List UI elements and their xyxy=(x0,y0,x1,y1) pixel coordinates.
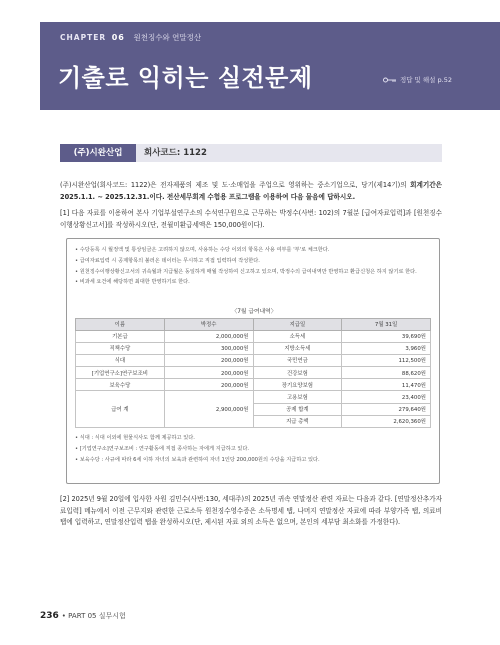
table-row xyxy=(76,391,431,403)
company-name: (주)시완산업 xyxy=(60,144,136,162)
table-cell: [기업연구소]연구보조비 xyxy=(76,367,165,379)
table-row xyxy=(76,379,431,391)
table-cell: 11,470원 xyxy=(342,379,431,391)
key-icon xyxy=(383,77,397,83)
table-cell: 200,000원 xyxy=(164,379,253,391)
table-header-row xyxy=(76,319,431,331)
table-cell: 지급 총액 xyxy=(253,415,342,427)
chapter-header xyxy=(40,22,500,110)
question-1: [1] 다음 자료를 이용하여 본사 기업부설연구소의 수석연구원으로 근무하는 박정수(사번: 102)의 7월분 [급여자료입력]과 [원천징수이행상황신고서]를 작성하시오(단, 전월미환급세액은 150,000원이다). xyxy=(60,209,442,229)
table-row xyxy=(76,330,431,342)
table-row xyxy=(76,367,431,379)
table-cell: 112,500원 xyxy=(342,354,431,366)
table-header: 7월 31일 xyxy=(342,319,431,331)
table-cell: 공제 합계 xyxy=(253,403,342,415)
bullet-item: • 수당등록 시 월정액 및 통상임금은 고려하지 않으며, 사용하는 수당 이외의 항목은 사용 여부를 '부'로 체크한다. xyxy=(75,247,330,253)
table-cell: 23,400원 xyxy=(342,391,431,403)
bullet-item: • 비과세 요건에 해당하면 최대한 반영하기로 한다. xyxy=(75,279,190,286)
note-item: • 보육수당 : 사규에 따라 6세 이하 자녀의 보육과 관련하여 자녀 1인당 200,000원의 수당을 지급하고 있다. xyxy=(75,456,320,463)
company-bar xyxy=(60,144,442,162)
intro-paragraph xyxy=(60,180,442,203)
question-2: [2] 2025년 9월 20일에 입사한 사원 김민수(사번:130, 세대주)의 2025년 귀속 연말정산 관련 자료는 다음과 같다. [연말정산추가자료입력] 메뉴에서 이전 근무지와 관련한 근로소득 원천징수영수증은 소득명세 탭, 나머지 연말정산 자료에 따라 부양가족 탭, 의료비 탭에 입력하고, 연말정산입력 탭을 완성하시오(단, 제시된 자료 외의 소득은 없으며, 본인의 세부담 최소화를 가정한다). xyxy=(60,495,442,526)
answer-reference: 정답 및 해설 p.52 xyxy=(383,75,452,84)
table-cell: 국민연금 xyxy=(253,354,342,366)
table-cell: 2,620,360원 xyxy=(342,415,431,427)
payroll-data-box xyxy=(66,238,440,484)
table-cell: 직책수당 xyxy=(76,342,165,354)
part-label: • PART 05 실무시험 xyxy=(61,612,126,620)
table-row xyxy=(76,354,431,366)
page-footer xyxy=(40,611,126,621)
payroll-table xyxy=(75,318,431,428)
table-cell: 2,000,000원 xyxy=(164,330,253,342)
table-cell: 200,000원 xyxy=(164,367,253,379)
chapter-title: 원천징수와 연말정산 xyxy=(133,33,202,42)
table-row xyxy=(76,342,431,354)
table-cell: 39,690원 xyxy=(342,330,431,342)
table-cell: 식대 xyxy=(76,354,165,366)
table-cell: 건강보험 xyxy=(253,367,342,379)
intro-text: (주)시완산업(회사코드: 1122)은 전자제품의 제조 및 도·소매업을 주업으로 영위하는 중소기업으로, 당기(제14기)의 xyxy=(60,181,411,189)
company-code: 회사코드: 1122 xyxy=(144,148,207,158)
note-item: • 식대 : 식대 이외에 현물식사도 함께 제공하고 있다. xyxy=(75,435,195,441)
instruction-bullets xyxy=(75,245,431,288)
table-header: 박정수 xyxy=(164,319,253,331)
table-notes xyxy=(75,433,431,465)
intro-bold-text: 회계기간은 2025.1.1. ~ 2025.12.31.이다. 전산세무회계 수험용 프로그램을 이용하여 다음 물음에 답하시오. xyxy=(60,181,442,201)
table-cell: 고용보험 xyxy=(253,391,342,403)
table-cell: 279,640원 xyxy=(342,403,431,415)
table-cell: 장기요양보험 xyxy=(253,379,342,391)
table-cell: 300,000원 xyxy=(164,342,253,354)
table-cell: 3,960원 xyxy=(342,342,431,354)
table-header: 지급일 xyxy=(253,319,342,331)
page-title: 기출로 익히는 실전문제 xyxy=(58,64,313,92)
table-cell: 보육수당 xyxy=(76,379,165,391)
table-header: 이름 xyxy=(76,319,165,331)
pay-total-value: 2,900,000원 xyxy=(164,391,253,428)
bullet-item: • 원천징수이행상황신고서의 귀속월과 지급월은 동일하게 매월 작성하여 신고하고 있으며, 박정수의 급여내역만 반영하고 환급신청은 하지 않기로 한다. xyxy=(75,268,417,275)
table-cell: 기본급 xyxy=(76,330,165,342)
table-cell: 88,620원 xyxy=(342,367,431,379)
table-cell: 200,000원 xyxy=(164,354,253,366)
table-cell: 소득세 xyxy=(253,330,342,342)
page-number: 236 xyxy=(40,611,59,621)
table-cell: 지방소득세 xyxy=(253,342,342,354)
pay-total-label: 급여 계 xyxy=(76,391,165,428)
chapter-label: CHAPTER 06 원천징수와 연말정산 xyxy=(60,33,202,42)
chapter-number: 06 xyxy=(111,33,125,42)
table-title: 〈7월 급여내역〉 xyxy=(231,309,277,315)
bullet-item: • 급여자료입력 시 공제항목의 불러온 데이터는 무시하고 직접 입력하여 작성한다. xyxy=(75,257,260,264)
note-item: • [기업연구소]연구보조비 : 연구활동에 직접 종사하는 자에게 지급하고 있다. xyxy=(75,445,250,452)
